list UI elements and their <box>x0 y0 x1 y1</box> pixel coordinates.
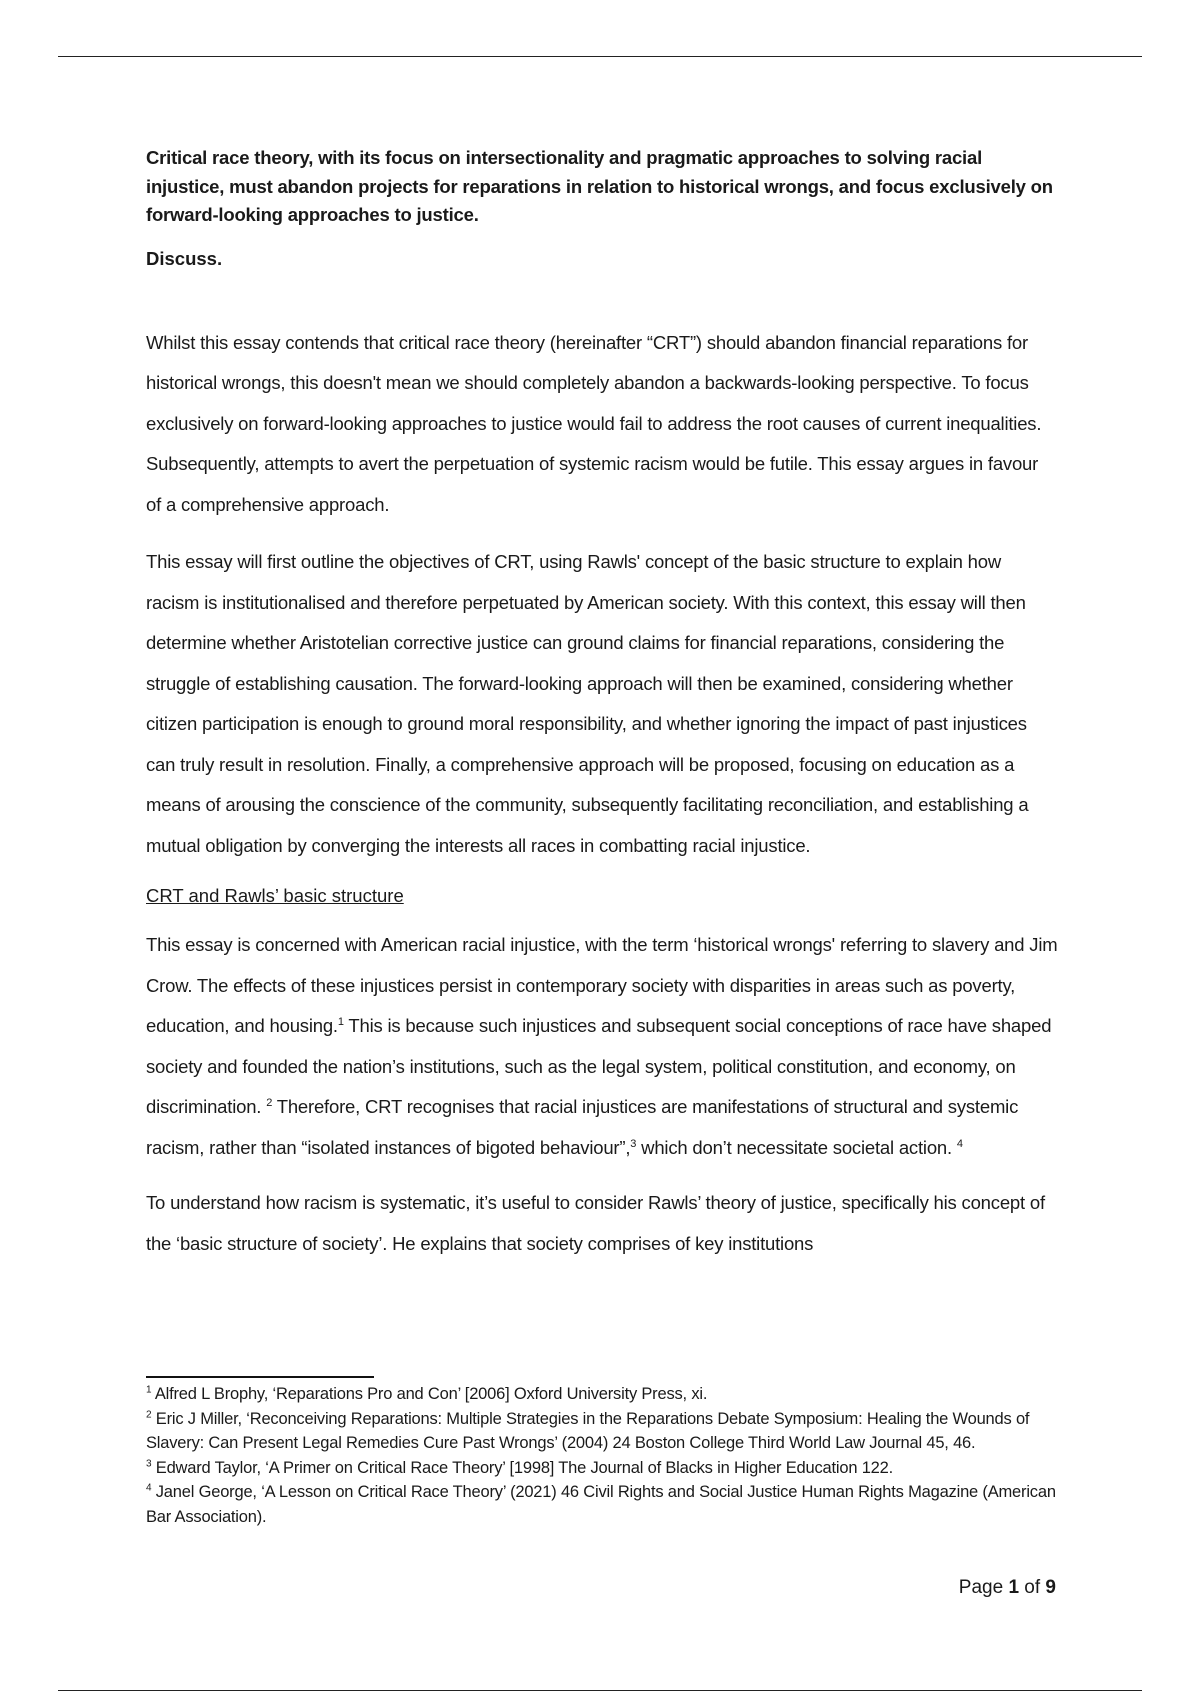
footnote-ref-4[interactable]: 4 <box>956 1137 963 1150</box>
paragraph-context-part-1: This essay is concerned with American racial injustice, with the term ‘historical wrongs' referring to slavery and Jim Crow. The effects of these injustices persist in contemporary society with disparities in areas such as poverty, education, and housing. <box>146 934 1058 1036</box>
paragraph-rawls: To understand how racism is systematic, it’s useful to consider Rawls’ theory of justice, specifically his concept of the ‘basic structure of society’. He explains that society comprises of key institutions <box>146 1192 1045 1254</box>
footnote-number: 3 <box>146 1458 152 1469</box>
paragraph-intro: Whilst this essay contends that critical race theory (hereinafter “CRT”) should abandon financial reparations for historical wrongs, this doesn't mean we should completely abandon a backwards-looking perspective. To focus exclusively on forward-looking approaches to justice would fail to address the root causes of current inequalities. Subsequently, attempts to avert the perpetuation of systemic racism would be futile. This essay argues in favour of a comprehensive approach. <box>146 331 1042 515</box>
footnote-number: 2 <box>146 1409 152 1420</box>
page-number <box>940 1576 1056 1600</box>
page-prefix: Page <box>958 1577 1009 1598</box>
footnote-ref-2[interactable]: 2 <box>266 1096 273 1109</box>
paragraph-context <box>146 925 1058 1168</box>
footnote-separator <box>146 1376 374 1378</box>
paragraph-context-part-2: This is because such injustices and subsequent social conceptions of race have shaped society and founded the nation’s institutions, such as the legal system, political constitution, and economy, on discrimination. <box>146 1015 1052 1117</box>
footnote-item <box>146 1456 1058 1481</box>
discuss-label: Discuss. <box>146 247 223 269</box>
footnote-text: Edward Taylor, ‘A Primer on Critical Race Theory’ [1998] The Journal of Blacks in Higher Education 122. <box>151 1458 894 1477</box>
paragraph-context-part-3: Therefore, CRT recognises that racial injustices are manifestations of structural and systemic racism, rather than “isolated instances of bigoted behaviour”, <box>146 1096 1019 1158</box>
paragraph-context-part-4: which don’t necessitate societal action. <box>636 1136 952 1158</box>
footnote-text: Eric J Miller, ‘Reconceiving Reparations: Multiple Strategies in the Reparations Debate Symposium: Healing the Wounds of Slavery: Can Present Legal Remedies Cure Past Wrongs’ (2004) 24 Boston College Third World Law Journal 45, 46. <box>146 1409 1030 1452</box>
paragraph-outline: This essay will first outline the objectives of CRT, using Rawls' concept of the basic structure to explain how racism is institutionalised and therefore perpetuated by American society. With this context, this essay will then determine whether Aristotelian corrective justice can ground claims for financial reparations, considering the struggle of establishing causation. The forward-looking approach will then be examined, considering whether citizen participation is enough to ground moral responsibility, and whether ignoring the impact of past injustices can truly result in resolution. Finally, a comprehensive approach will be proposed, focusing on education as a means of arousing the conscience of the community, subsequently facilitating reconciliation, and establishing a mutual obligation by converging the interests all races in combatting racial injustice. <box>146 551 1029 856</box>
footnote-item <box>146 1480 1058 1529</box>
footnotes <box>146 1382 1058 1529</box>
footnote-number: 1 <box>146 1384 152 1396</box>
essay-question: Critical race theory, with its focus on intersectionality and pragmatic approaches to solving racial injustice, must abandon projects for reparations in relation to historical wrongs, and focus exclusively on forward-looking approaches to justice. <box>146 147 1053 225</box>
page-current: 1 <box>1008 1577 1020 1598</box>
page-total: 9 <box>1045 1577 1056 1598</box>
footnote-ref-3[interactable]: 3 <box>630 1137 637 1150</box>
page-middle: of <box>1019 1577 1046 1598</box>
footnote-ref-1[interactable]: 1 <box>337 1015 344 1028</box>
footnote-item <box>146 1407 1058 1456</box>
footnote-item <box>146 1382 1058 1407</box>
footnote-text: Alfred L Brophy, ‘Reparations Pro and Con’ [2006] Oxford University Press, xi. <box>151 1385 708 1403</box>
page-content <box>146 144 1058 1264</box>
section-heading: CRT and Rawls’ basic structure <box>146 885 404 906</box>
footnote-text: Janel George, ‘A Lesson on Critical Race Theory’ (2021) 46 Civil Rights and Social Justice Human Rights Magazine (American Bar Association). <box>146 1483 1056 1526</box>
header-rule <box>58 56 1142 57</box>
footer-rule <box>58 1690 1142 1691</box>
footnote-number: 4 <box>146 1482 152 1494</box>
